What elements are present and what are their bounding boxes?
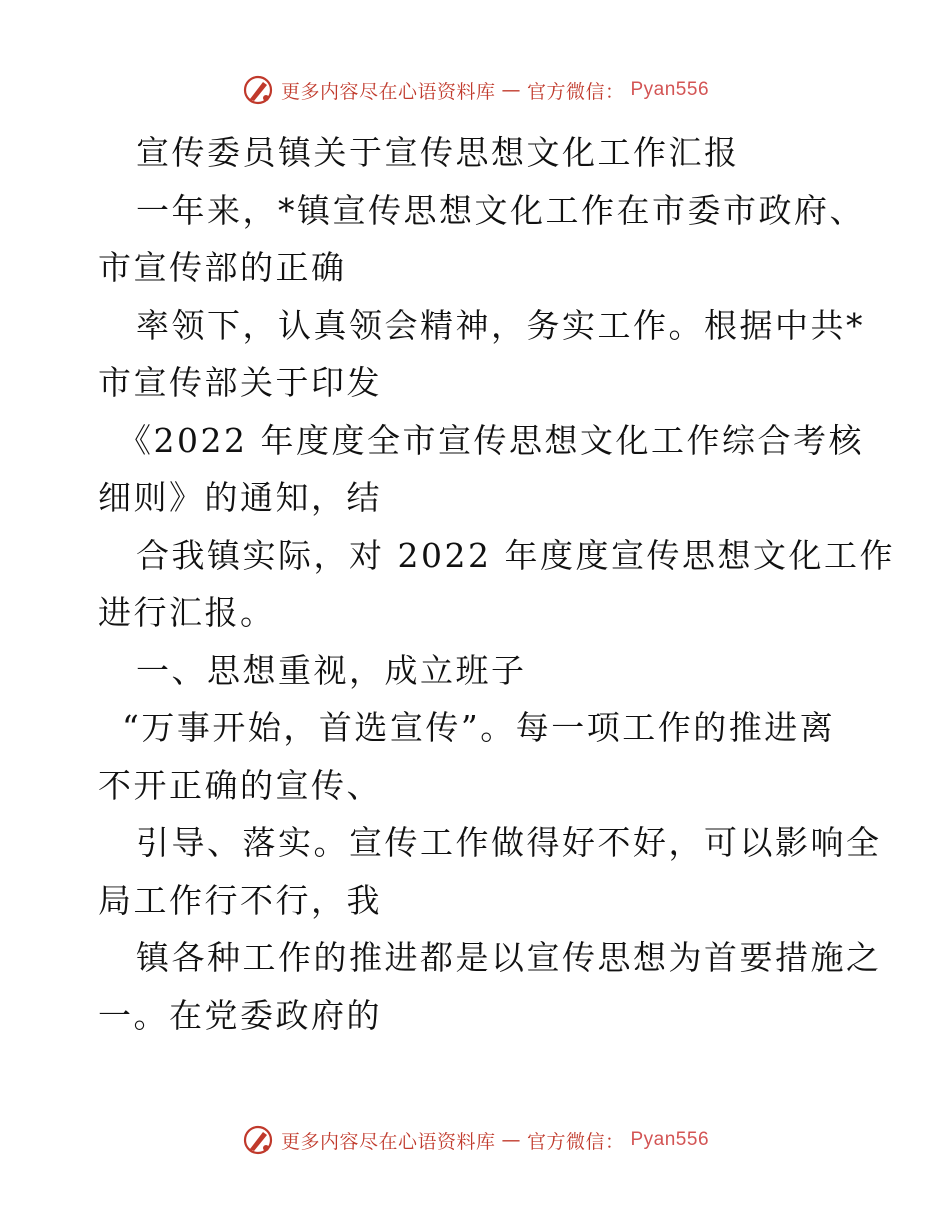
text-line: 细则》的通知，结	[98, 478, 382, 517]
pen-logo-icon	[241, 73, 275, 107]
text-line: 市宣传部的正确	[98, 248, 347, 287]
watermark-text: 更多内容尽在心语资料库	[280, 1130, 496, 1153]
wechat-id: Pyan556	[630, 79, 710, 100]
wechat-label: 官方微信：	[526, 1130, 625, 1153]
text-line: “万事开始，首选宣传”。每一项工作的推进离	[122, 708, 836, 747]
pen-logo-icon	[241, 1123, 275, 1157]
section-heading: 一、思想重视，成立班子	[136, 650, 527, 690]
watermark-text: 更多内容尽在心语资料库	[280, 80, 496, 103]
text-line: 合我镇实际，对 2022 年度度宣传思想文化工作	[136, 535, 895, 575]
watermark-dash: —	[501, 1129, 521, 1151]
text-line: 局工作行不行，我	[98, 880, 382, 920]
watermark-banner-top	[0, 70, 950, 110]
text-line: 一。在党委政府的	[98, 995, 382, 1035]
wechat-label: 官方微信：	[526, 80, 625, 103]
text-line: 进行汇报。	[98, 593, 276, 632]
text-line: 镇各种工作的推进都是以宣传思想为首要措施之	[136, 938, 882, 977]
wechat-id: Pyan556	[630, 1129, 710, 1150]
document-body	[98, 124, 895, 1044]
text-line: 市宣传部关于印发	[98, 363, 382, 402]
document-title: 宣传委员镇关于宣传思想文化工作汇报	[136, 133, 740, 172]
text-line: 不开正确的宣传、	[98, 765, 382, 805]
text-line: 引导、落实。宣传工作做得好不好，可以影响全	[136, 823, 882, 862]
watermark-banner-bottom	[0, 1120, 950, 1160]
text-line: 率领下，认真领会精神，务实工作。根据中共*	[136, 305, 865, 345]
text-line: 《2022 年度度全市宣传思想文化工作综合考核	[118, 420, 864, 460]
text-line: 一年来，*镇宣传思想文化工作在市委市政府、	[136, 190, 865, 230]
watermark-dash: —	[501, 79, 521, 101]
